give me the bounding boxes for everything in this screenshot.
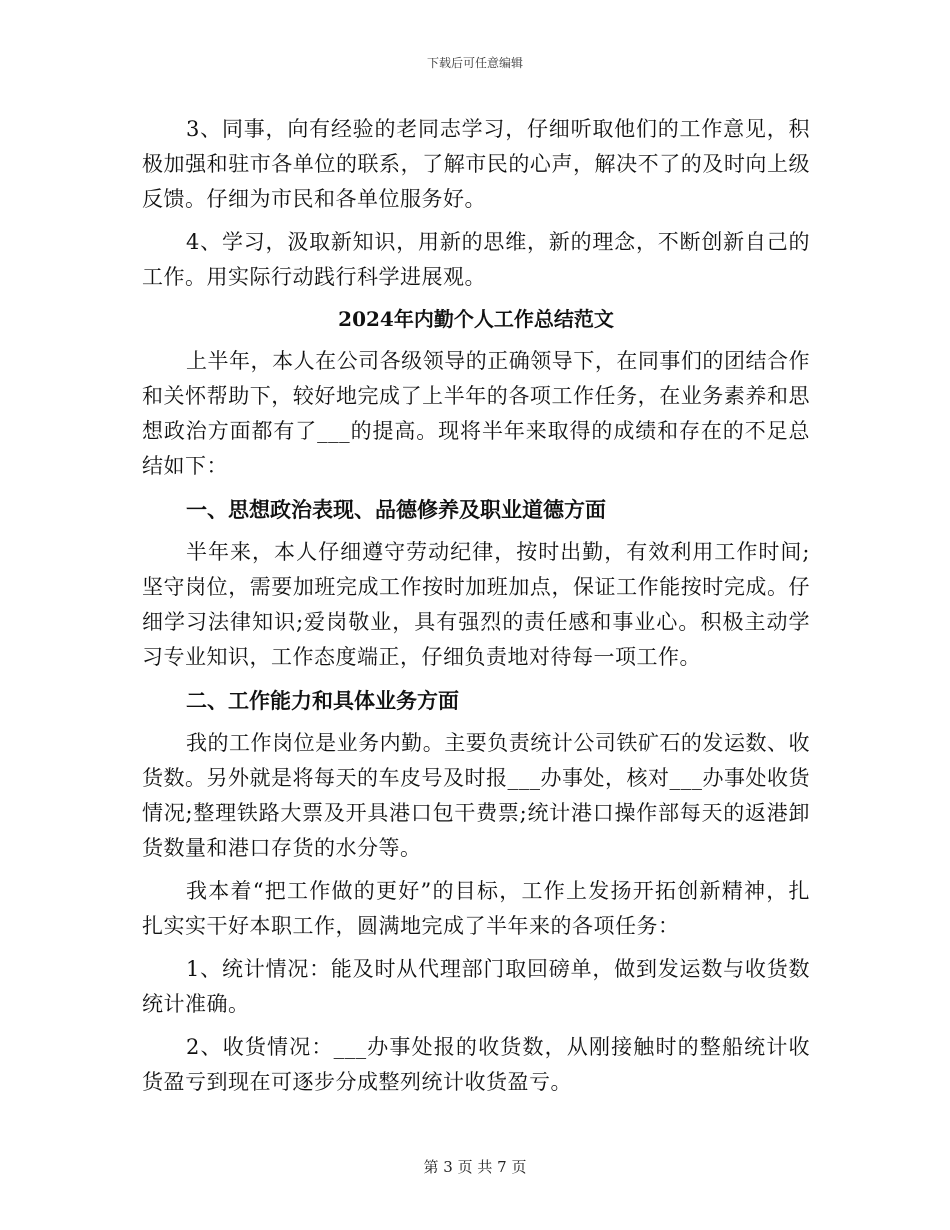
- paragraph-colleague-learning: 3、同事，向有经验的老同志学习，仔细听取他们的工作意见，积极加强和驻市各单位的联系，了解市民的心声，解决不了的及时向上级反馈。仔细为市民和各单位服务好。: [142, 117, 810, 211]
- paragraph-study-knowledge: 4、学习，汲取新知识，用新的思维，新的理念，不断创新自己的工作。用实际行动践行科学进展观。: [142, 230, 810, 289]
- paragraph-job-duties: 我的工作岗位是业务内勤。主要负责统计公司铁矿石的发运数、收货数。另外就是将每天的车皮号及时报___办事处，核对___办事处收货情况;整理铁路大票及开具港口包干费票;统计港口操作部每天的返港卸货数量和港口存货的水分等。: [142, 731, 810, 860]
- document-body: [142, 112, 810, 1108]
- page-header-note: 下载后可任意编辑: [426, 56, 523, 70]
- paragraph-discipline: 半年来，本人仔细遵守劳动纪律，按时出勤，有效利用工作时间;坚守岗位，需要加班完成工作按时加班加点，保证工作能按时完成。仔细学习法律知识;爱岗敬业，具有强烈的责任感和事业心。积极主动学习专业知识，工作态度端正，仔细负责地对待每一项工作。: [142, 540, 810, 669]
- section-heading-work-ability: 二、工作能力和具体业务方面: [186, 688, 459, 713]
- page-number-footer: 第 3 页 共 7 页: [423, 1158, 527, 1176]
- section-heading-ideology: 一、思想政治表现、品德修养及职业道德方面: [186, 497, 606, 522]
- paragraph-statistics: 1、统计情况：能及时从代理部门取回磅单，做到发运数与收货数统计准确。: [142, 957, 810, 1016]
- paragraph-receiving: 2、收货情况：___办事处报的收货数，从刚接触时的整船统计收货盈亏到现在可逐步分成整列统计收货盈亏。: [142, 1035, 810, 1094]
- paragraph-intro: 上半年，本人在公司各级领导的正确领导下，在同事们的团结合作和关怀帮助下，较好地完成了上半年的各项工作任务，在业务素养和思想政治方面都有了___的提高。现将半年来取得的成绩和存在的不足总结如下：: [142, 349, 810, 478]
- document-title: 2024年内勤个人工作总结范文: [338, 307, 614, 331]
- paragraph-goal: 我本着“把工作做的更好”的目标，工作上发扬开拓创新精神，扎扎实实干好本职工作，圆满地完成了半年来的各项任务：: [142, 879, 810, 938]
